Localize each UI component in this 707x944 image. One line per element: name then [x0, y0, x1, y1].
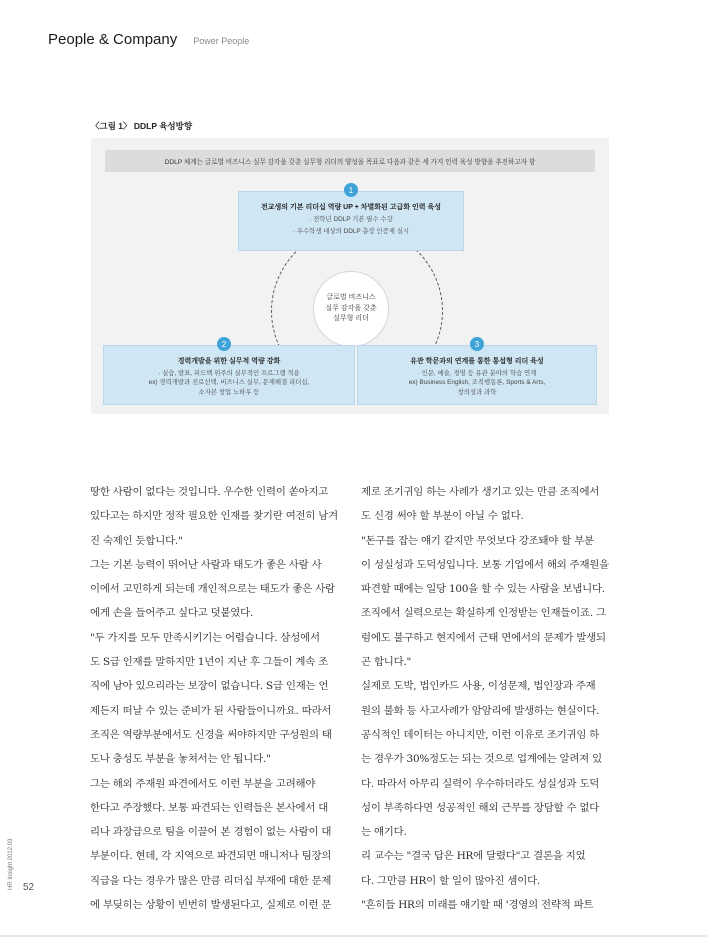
- page-header: [48, 31, 249, 48]
- text-line: 땅한 사람이 없다는 것입니다. 우수한 인력이 쏟아지고: [90, 486, 329, 498]
- text-line: 는 경우가 30%정도는 되는 것으로 업계에는 알려져 있: [361, 753, 602, 766]
- text-line: 에게 손을 들어주고 싶다고 덧붙였다.: [90, 607, 254, 620]
- text-line: 도 S급 인재를 말하지만 1년이 지난 후 그들이 계속 조: [90, 656, 329, 669]
- center-line: 글로벌 비즈니스: [326, 293, 376, 301]
- text-line: 직에 남아 있으리라는 보장이 없습니다. S급 인재는 언: [90, 680, 329, 693]
- box-line: 소자본 창업 노하우 등: [198, 388, 260, 396]
- text-line: 그는 기본 능력이 뛰어난 사람과 태도가 좋은 사람 사: [90, 558, 322, 571]
- magazine-section-title: People & Company: [48, 31, 178, 48]
- text-line: 진 숙제인 듯합니다.": [90, 534, 183, 547]
- center-line: 실무 감각을 갖춘: [325, 304, 377, 312]
- text-line: 이 성실성과 도덕성입니다. 보통 기업에서 해외 주재원을: [361, 558, 609, 571]
- text-line: 는 얘기다.: [361, 826, 407, 839]
- direction-box-2: [103, 345, 355, 405]
- text-line: 제로 조기귀임 하는 사례가 생기고 있는 만큼 조직에서: [361, 486, 600, 498]
- text-line: 도나 충성도 부분을 놓쳐서는 안 됩니다.": [90, 753, 271, 766]
- box-title: 전교생의 기본 리더십 역량 UP + 차별화된 고급화 인력 육성: [261, 204, 441, 211]
- text-line: 럼에도 불구하고 현지에서 근태 면에서의 문제가 발생되: [361, 631, 606, 644]
- column-name: Power People: [193, 36, 250, 46]
- text-line: 조직은 역량부분에서도 신경을 써야하지만 구성원의 태: [90, 728, 332, 741]
- box-line: · 우수학생 대상의 DDLP 총장 인증제 실시: [292, 228, 410, 236]
- text-line: 다. 따라서 아무리 실력이 우수하더라도 성실성과 도덕: [361, 777, 600, 790]
- text-line: 리나 과장급으로 팀을 이끌어 본 경험이 없는 사람이 대: [90, 826, 332, 839]
- text-line: 성이 부족하다면 성공적인 해외 근무를 장담할 수 없다: [361, 801, 600, 814]
- bottom-divider: [0, 935, 707, 937]
- text-line: 리 교수는 "결국 답은 HR에 달렸다"고 결론을 지었: [361, 850, 586, 863]
- article-column-right: [361, 480, 618, 917]
- box-line: ex) Business English, 조직행동론, Sports & Arts,: [408, 379, 546, 387]
- text-line: 다. 그만큼 HR이 할 일이 많아진 셈이다.: [361, 874, 541, 887]
- diagram-banner: DDLP 체계는 글로벌 비즈니스 실무 감각을 갖춘 실무형 리더의 양성을 목표로 다음과 같은 세 가지 인력 육성 방향을 추진하고자 함: [105, 150, 595, 172]
- text-line: 조직에서 실력으로는 확실하게 인정받는 인재들이죠. 그: [361, 607, 606, 620]
- box-line: · 전학년 DDLP 기본 필수 수강: [309, 216, 393, 223]
- text-line: 도 신경 써야 할 부분이 아닐 수 없다.: [361, 510, 524, 523]
- text-line: 제든지 떠날 수 있는 준비가 된 사람들이니까요. 따라서: [90, 704, 332, 717]
- text-line: 이에서 고민하게 되는데 개인적으로는 태도가 좋은 사람: [90, 583, 335, 596]
- text-line: 파견할 때에는 일당 100을 할 수 있는 사람을 보냅니다.: [361, 583, 605, 596]
- text-line: 에 부딪히는 상황이 빈번히 발생된다고, 실제로 이런 문: [90, 899, 332, 912]
- box-title: 경력개발을 위한 실무적 역량 강화: [177, 358, 281, 365]
- box-line: ex) 경력개발과 진로선택, 비즈니스 실무, 문제해결 리더십,: [148, 379, 310, 387]
- center-circle: [313, 271, 389, 347]
- center-line: 실무형 리더: [333, 315, 369, 323]
- text-line: 곤 합니다.": [361, 656, 412, 669]
- text-line: "두 가지를 모두 만족시키기는 어렵습니다. 삼성에서: [90, 631, 320, 644]
- text-line: 공식적인 데이터는 아니지만, 이런 이유로 조기귀임 하: [361, 728, 600, 741]
- text-line: 한다고 주장했다. 보통 파견되는 인력들은 본사에서 대: [90, 801, 329, 814]
- box-title: 유관 학문과의 연계를 통한 통섭형 리더 육성: [410, 358, 544, 365]
- number-badge-1: 1: [344, 183, 358, 197]
- text-line: "돈구를 잡는 얘기 같지만 무엇보다 강조돼야 할 부분: [361, 534, 594, 547]
- text-line: 부분이다. 현데, 각 지역으로 파견되면 매니저나 팀장의: [90, 850, 332, 863]
- text-line: 있다고는 하지만 정작 필요한 인재를 찾기란 여전히 남겨: [90, 510, 338, 523]
- text-line: 직급을 다는 경우가 많은 만큼 리더십 부재에 대한 문제: [90, 874, 332, 887]
- number-badge-3: 3: [470, 337, 484, 351]
- text-line: 원의 불화 등 사고사례가 암암리에 발생하는 현실이다.: [361, 704, 600, 717]
- box-line: 창의성과 과학: [457, 388, 497, 396]
- article-column-left: [90, 480, 347, 917]
- ddlp-diagram: [91, 138, 609, 414]
- direction-box-3: [357, 345, 597, 405]
- number-badge-2: 2: [217, 337, 231, 351]
- magazine-issue-label: HR Insight 2012.03: [8, 838, 14, 890]
- page-number: 52: [23, 882, 35, 893]
- direction-box-1: [238, 191, 464, 251]
- box-line: · 실습, 발표, 피드백 위주의 실무적인 프로그램 적용: [158, 370, 300, 377]
- text-line: "흔히들 HR의 미래를 얘기할 때 '경영의 전략적 파트: [361, 899, 594, 912]
- text-line: 그는 해외 주재원 파견에서도 이런 부분을 고려해야: [90, 777, 316, 790]
- box-line: · 인문, 예술, 경영 등 유관 분야의 학습 연계: [417, 370, 537, 377]
- figure-caption: 〈그림 1〉 DDLP 육성방향: [91, 121, 193, 131]
- text-line: 실제로 도박, 법인카드 사용, 이성문제, 법인장과 주재: [361, 680, 596, 693]
